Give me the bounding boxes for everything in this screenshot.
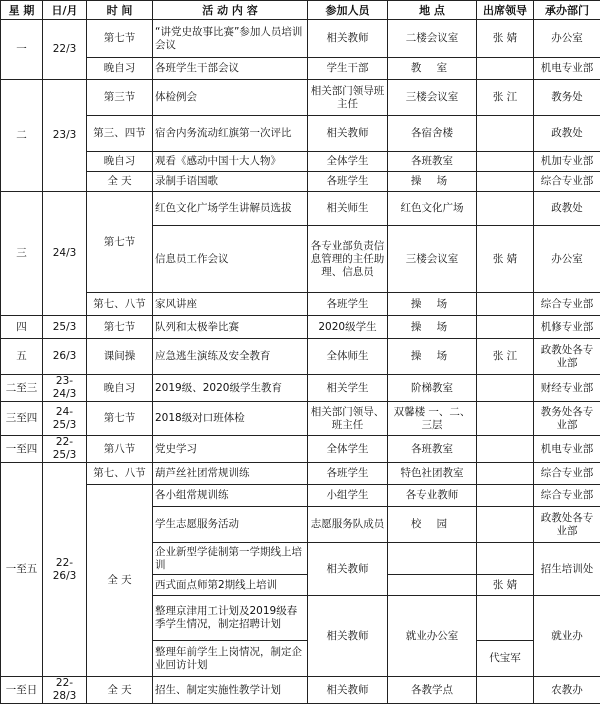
people-cell: 全体学生: [308, 436, 388, 463]
people-cell: 全体师生: [308, 339, 388, 375]
place-cell: 三楼会议室: [388, 226, 477, 293]
leader-cell: [477, 172, 534, 192]
header-row: [1, 1, 600, 20]
date-cell: 23-24/3: [43, 375, 87, 402]
place-cell: 阶梯教室: [388, 375, 477, 402]
content-cell: 队列和太极拳比赛: [153, 316, 308, 339]
time-cell: 第三节: [87, 80, 153, 116]
place-cell: 各宿舍楼: [388, 116, 477, 152]
leader-cell: [477, 463, 534, 485]
people-cell: 相关师生: [308, 192, 388, 226]
date-cell: 22-26/3: [43, 463, 87, 677]
table-row: [1, 463, 600, 485]
people-cell: 2020级学生: [308, 316, 388, 339]
dept-cell: 政教处: [534, 192, 600, 226]
content-cell: 应急逃生演练及安全教育: [153, 339, 308, 375]
content-cell: 2018级对口班体检: [153, 402, 308, 436]
table-row: [1, 192, 600, 226]
table-row: [1, 293, 600, 316]
place-cell: [388, 575, 477, 596]
dept-cell: 农教办: [534, 677, 600, 704]
place-cell: 二楼会议室: [388, 20, 477, 58]
time-cell: 第七、八节: [87, 463, 153, 485]
table-row: [1, 152, 600, 172]
dept-cell: 招生培训处: [534, 543, 600, 596]
content-cell: 整理年前学生上岗情况，制定企业回访计划: [153, 641, 308, 677]
place-cell: 红色文化广场: [388, 192, 477, 226]
people-cell: 相关教师: [308, 596, 388, 677]
content-cell: 家风讲座: [153, 293, 308, 316]
content-cell: 整理京津用工计划及2019级春季学生情况，制定招聘计划: [153, 596, 308, 641]
leader-cell: [477, 596, 534, 641]
leader-cell: [477, 677, 534, 704]
dept-cell: 财经专业部: [534, 375, 600, 402]
leader-cell: [477, 507, 534, 543]
place-cell: 就业办公室: [388, 596, 477, 677]
people-cell: 学生干部: [308, 58, 388, 80]
time-cell: 全 天: [87, 172, 153, 192]
leader-cell: 代宝军: [477, 641, 534, 677]
time-cell: 课间操: [87, 339, 153, 375]
table-row: [1, 172, 600, 192]
content-cell: 观看《感动中国十大人物》: [153, 152, 308, 172]
week-cell: 二: [1, 80, 43, 192]
content-cell: “讲党史故事比赛”参加人员培训会议: [153, 20, 308, 58]
header-week: 星 期: [1, 1, 43, 20]
people-cell: 相关部门领导班主任: [308, 80, 388, 116]
leader-cell: [477, 293, 534, 316]
dept-cell: 办公室: [534, 226, 600, 293]
time-cell: 全 天: [87, 485, 153, 677]
place-cell: 特色社团教室: [388, 463, 477, 485]
people-cell: 各班学生: [308, 463, 388, 485]
date-cell: 24/3: [43, 192, 87, 316]
people-cell: 相关学生: [308, 375, 388, 402]
content-cell: 学生志愿服务活动: [153, 507, 308, 543]
leader-cell: [477, 375, 534, 402]
people-cell: 相关教师: [308, 20, 388, 58]
dept-cell: 政教处各专业部: [534, 507, 600, 543]
leader-cell: [477, 192, 534, 226]
table-row: [1, 20, 600, 58]
dept-cell: 机电专业部: [534, 436, 600, 463]
people-cell: 相关教师: [308, 677, 388, 704]
week-cell: 三: [1, 192, 43, 316]
content-cell: 宿舍内务流动红旗第一次评比: [153, 116, 308, 152]
place-cell: 操 场: [388, 316, 477, 339]
people-cell: 各班学生: [308, 172, 388, 192]
dept-cell: 教务处: [534, 80, 600, 116]
date-cell: 22/3: [43, 20, 87, 80]
place-cell: 双馨楼 一、二、三层: [388, 402, 477, 436]
dept-cell: 综合专业部: [534, 463, 600, 485]
leader-cell: [477, 316, 534, 339]
dept-cell: 机修专业部: [534, 316, 600, 339]
place-cell: 校 园: [388, 507, 477, 543]
place-cell: 各班教室: [388, 436, 477, 463]
content-cell: 体检例会: [153, 80, 308, 116]
leader-cell: [477, 485, 534, 507]
leader-cell: 张 江: [477, 80, 534, 116]
content-cell: 西式面点师第2期线上培训: [153, 575, 308, 596]
header-people: 参加人员: [308, 1, 388, 20]
content-cell: 各小组常规训练: [153, 485, 308, 507]
place-cell: 操 场: [388, 339, 477, 375]
dept-cell: 就业办: [534, 596, 600, 677]
date-cell: 24-25/3: [43, 402, 87, 436]
time-cell: 全 天: [87, 677, 153, 704]
header-content: 活 动 内 容: [153, 1, 308, 20]
week-cell: 一至日: [1, 677, 43, 704]
table-row: [1, 402, 600, 436]
people-cell: 小组学生: [308, 485, 388, 507]
table-row: [1, 436, 600, 463]
people-cell: 各班学生: [308, 293, 388, 316]
leader-cell: [477, 543, 534, 575]
place-cell: 各教学点: [388, 677, 477, 704]
table-row: [1, 339, 600, 375]
dept-cell: 综合专业部: [534, 293, 600, 316]
leader-cell: [477, 58, 534, 80]
leader-cell: [477, 402, 534, 436]
content-cell: 2019级、2020级学生教育: [153, 375, 308, 402]
dept-cell: 机电专业部: [534, 58, 600, 80]
time-cell: 晚自习: [87, 152, 153, 172]
content-cell: 葫芦丝社团常规训练: [153, 463, 308, 485]
time-cell: 第八节: [87, 436, 153, 463]
header-date: 日/月: [43, 1, 87, 20]
time-cell: 第七节: [87, 20, 153, 58]
place-cell: 三楼会议室: [388, 80, 477, 116]
place-cell: 操 场: [388, 293, 477, 316]
time-cell: 晚自习: [87, 375, 153, 402]
week-cell: 二至三: [1, 375, 43, 402]
content-cell: 红色文化广场学生讲解员选拔: [153, 192, 308, 226]
leader-cell: [477, 152, 534, 172]
table-row: [1, 58, 600, 80]
time-cell: 第七、八节: [87, 293, 153, 316]
place-cell: 各专业教师: [388, 485, 477, 507]
people-cell: 相关教师: [308, 543, 388, 596]
date-cell: 22-25/3: [43, 436, 87, 463]
week-cell: 一至四: [1, 436, 43, 463]
content-cell: 录制手语国歌: [153, 172, 308, 192]
leader-cell: 张 婧: [477, 226, 534, 293]
place-cell: 各班教室: [388, 152, 477, 172]
dept-cell: 办公室: [534, 20, 600, 58]
place-cell: [388, 543, 477, 575]
content-cell: 企业新型学徒制第一学期线上培训: [153, 543, 308, 575]
header-leader: 出席领导: [477, 1, 534, 20]
content-cell: 招生、制定实施性教学计划: [153, 677, 308, 704]
week-cell: 一: [1, 20, 43, 80]
people-cell: 志愿服务队成员: [308, 507, 388, 543]
time-cell: 晚自习: [87, 58, 153, 80]
header-time: 时 间: [87, 1, 153, 20]
leader-cell: [477, 116, 534, 152]
week-cell: 四: [1, 316, 43, 339]
table-row: [1, 375, 600, 402]
dept-cell: 机加专业部: [534, 152, 600, 172]
date-cell: 25/3: [43, 316, 87, 339]
date-cell: 26/3: [43, 339, 87, 375]
leader-cell: [477, 436, 534, 463]
leader-cell: 张 婧: [477, 575, 534, 596]
leader-cell: 张 婧: [477, 20, 534, 58]
content-cell: 各班学生干部会议: [153, 58, 308, 80]
header-place: 地 点: [388, 1, 477, 20]
time-cell: 第七节: [87, 402, 153, 436]
table-row: [1, 677, 600, 704]
time-cell: 第七节: [87, 316, 153, 339]
dept-cell: 政教处: [534, 116, 600, 152]
table-row: [1, 80, 600, 116]
dept-cell: 政教处各专业部: [534, 339, 600, 375]
header-dept: 承办部门: [534, 1, 600, 20]
dept-cell: 综合专业部: [534, 485, 600, 507]
dept-cell: 教务处各专业部: [534, 402, 600, 436]
table-row: [1, 116, 600, 152]
leader-cell: 张 江: [477, 339, 534, 375]
time-cell: 第七节: [87, 192, 153, 293]
week-cell: 一至五: [1, 463, 43, 677]
content-cell: 党史学习: [153, 436, 308, 463]
date-cell: 23/3: [43, 80, 87, 192]
people-cell: 各专业部负责信息管理的主任助理、信息员: [308, 226, 388, 293]
table-row: [1, 316, 600, 339]
place-cell: 操 场: [388, 172, 477, 192]
week-cell: 五: [1, 339, 43, 375]
table-row: [1, 485, 600, 507]
people-cell: 相关教师: [308, 116, 388, 152]
week-cell: 三至四: [1, 402, 43, 436]
place-cell: 教 室: [388, 58, 477, 80]
date-cell: 22-28/3: [43, 677, 87, 704]
people-cell: 全体学生: [308, 152, 388, 172]
time-cell: 第三、四节: [87, 116, 153, 152]
dept-cell: 综合专业部: [534, 172, 600, 192]
content-cell: 信息员工作会议: [153, 226, 308, 293]
people-cell: 相关部门领导、班主任: [308, 402, 388, 436]
